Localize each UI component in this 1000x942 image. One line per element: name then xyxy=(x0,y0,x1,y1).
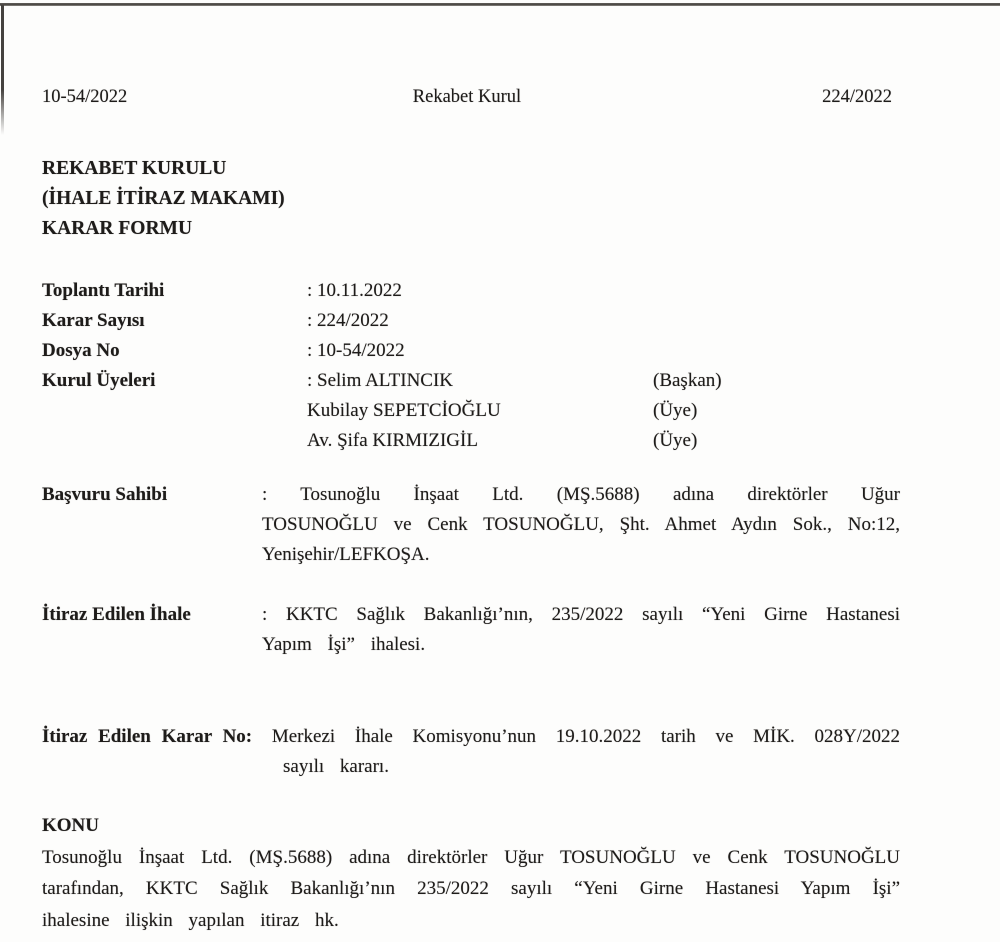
scan-edge-left-line xyxy=(1,5,4,135)
board-member-name: Kubilay SEPETCİOĞLU xyxy=(307,400,501,421)
contested-decision-section xyxy=(42,722,900,782)
org-name: REKABET KURULU xyxy=(42,158,227,179)
file-number-label: Dosya No xyxy=(42,340,120,361)
file-number-value: : 10-54/2022 xyxy=(307,340,405,361)
subject-heading: KONU xyxy=(42,815,99,836)
board-member-row xyxy=(42,366,900,396)
subject-text: Tosunoğlu İnşaat Ltd. (MŞ.5688) adına direktörler Uğur TOSUNOĞLU ve Cenk TOSUNOĞLU tarafından, KKTC Sağlık Bakanlığı’nın 235/2022 sayılı “Yeni Girne Hastanesi Yapım İşi” ihalesine ilişkin yapılan itiraz hk. xyxy=(42,846,900,931)
page-header xyxy=(42,82,900,112)
board-members-label: Kurul Üyeleri xyxy=(42,370,156,391)
header-decision-number: 224/2022 xyxy=(822,87,892,107)
header-board-title: Rekabet Kurul xyxy=(412,87,522,107)
applicant-section xyxy=(42,480,900,570)
contested-tender-label: İtiraz Edilen İhale xyxy=(42,604,191,625)
board-member-name: : Selim ALTINCIK xyxy=(307,370,454,391)
applicant-label: Başvuru Sahibi xyxy=(42,484,168,505)
document-content xyxy=(42,0,900,936)
board-member-role: (Başkan) xyxy=(653,370,722,391)
subject-section xyxy=(42,810,900,936)
title-block xyxy=(42,154,900,244)
form-title: KARAR FORMU xyxy=(42,218,193,239)
meeting-date-label: Toplantı Tarihi xyxy=(42,280,165,301)
file-number-row xyxy=(42,336,900,366)
meeting-date-value: : 10.11.2022 xyxy=(307,280,402,301)
applicant-text: : Tosunoğlu İnşaat Ltd. (MŞ.5688) adına direktörler Uğur TOSUNOĞLU ve Cenk TOSUNOĞLU, Şht. Ahmet Aydın Sok., No:12, Yenişehir/LEFKOŞA. xyxy=(262,484,900,565)
board-member-row xyxy=(42,396,900,426)
meeting-date-row xyxy=(42,276,900,306)
contested-tender-text: : KKTC Sağlık Bakanlığı’nın, 235/2022 sayılı “Yeni Girne Hastanesi Yapım İşi” ihalesi. xyxy=(262,604,900,655)
board-member-role: (Üye) xyxy=(653,400,698,421)
contested-decision-label: İtiraz Edilen Karar No: xyxy=(42,726,253,747)
decision-number-label: Karar Sayısı xyxy=(42,310,145,331)
board-member-name: Av. Şifa KIRMIZIGİL xyxy=(307,430,478,451)
contested-tender-section xyxy=(42,600,900,660)
meta-block xyxy=(42,276,900,456)
board-member-role: (Üye) xyxy=(653,430,698,451)
decision-number-value: : 224/2022 xyxy=(307,310,389,331)
org-authority: (İHALE İTİRAZ MAKAMI) xyxy=(42,188,285,209)
decision-number-row xyxy=(42,306,900,336)
board-member-row xyxy=(42,426,900,456)
contested-decision-text: Merkezi İhale Komisyonu’nun 19.10.2022 tarih ve MİK. 028Y/2022 sayılı kararı. xyxy=(271,726,901,777)
header-file-number: 10-54/2022 xyxy=(42,87,128,107)
